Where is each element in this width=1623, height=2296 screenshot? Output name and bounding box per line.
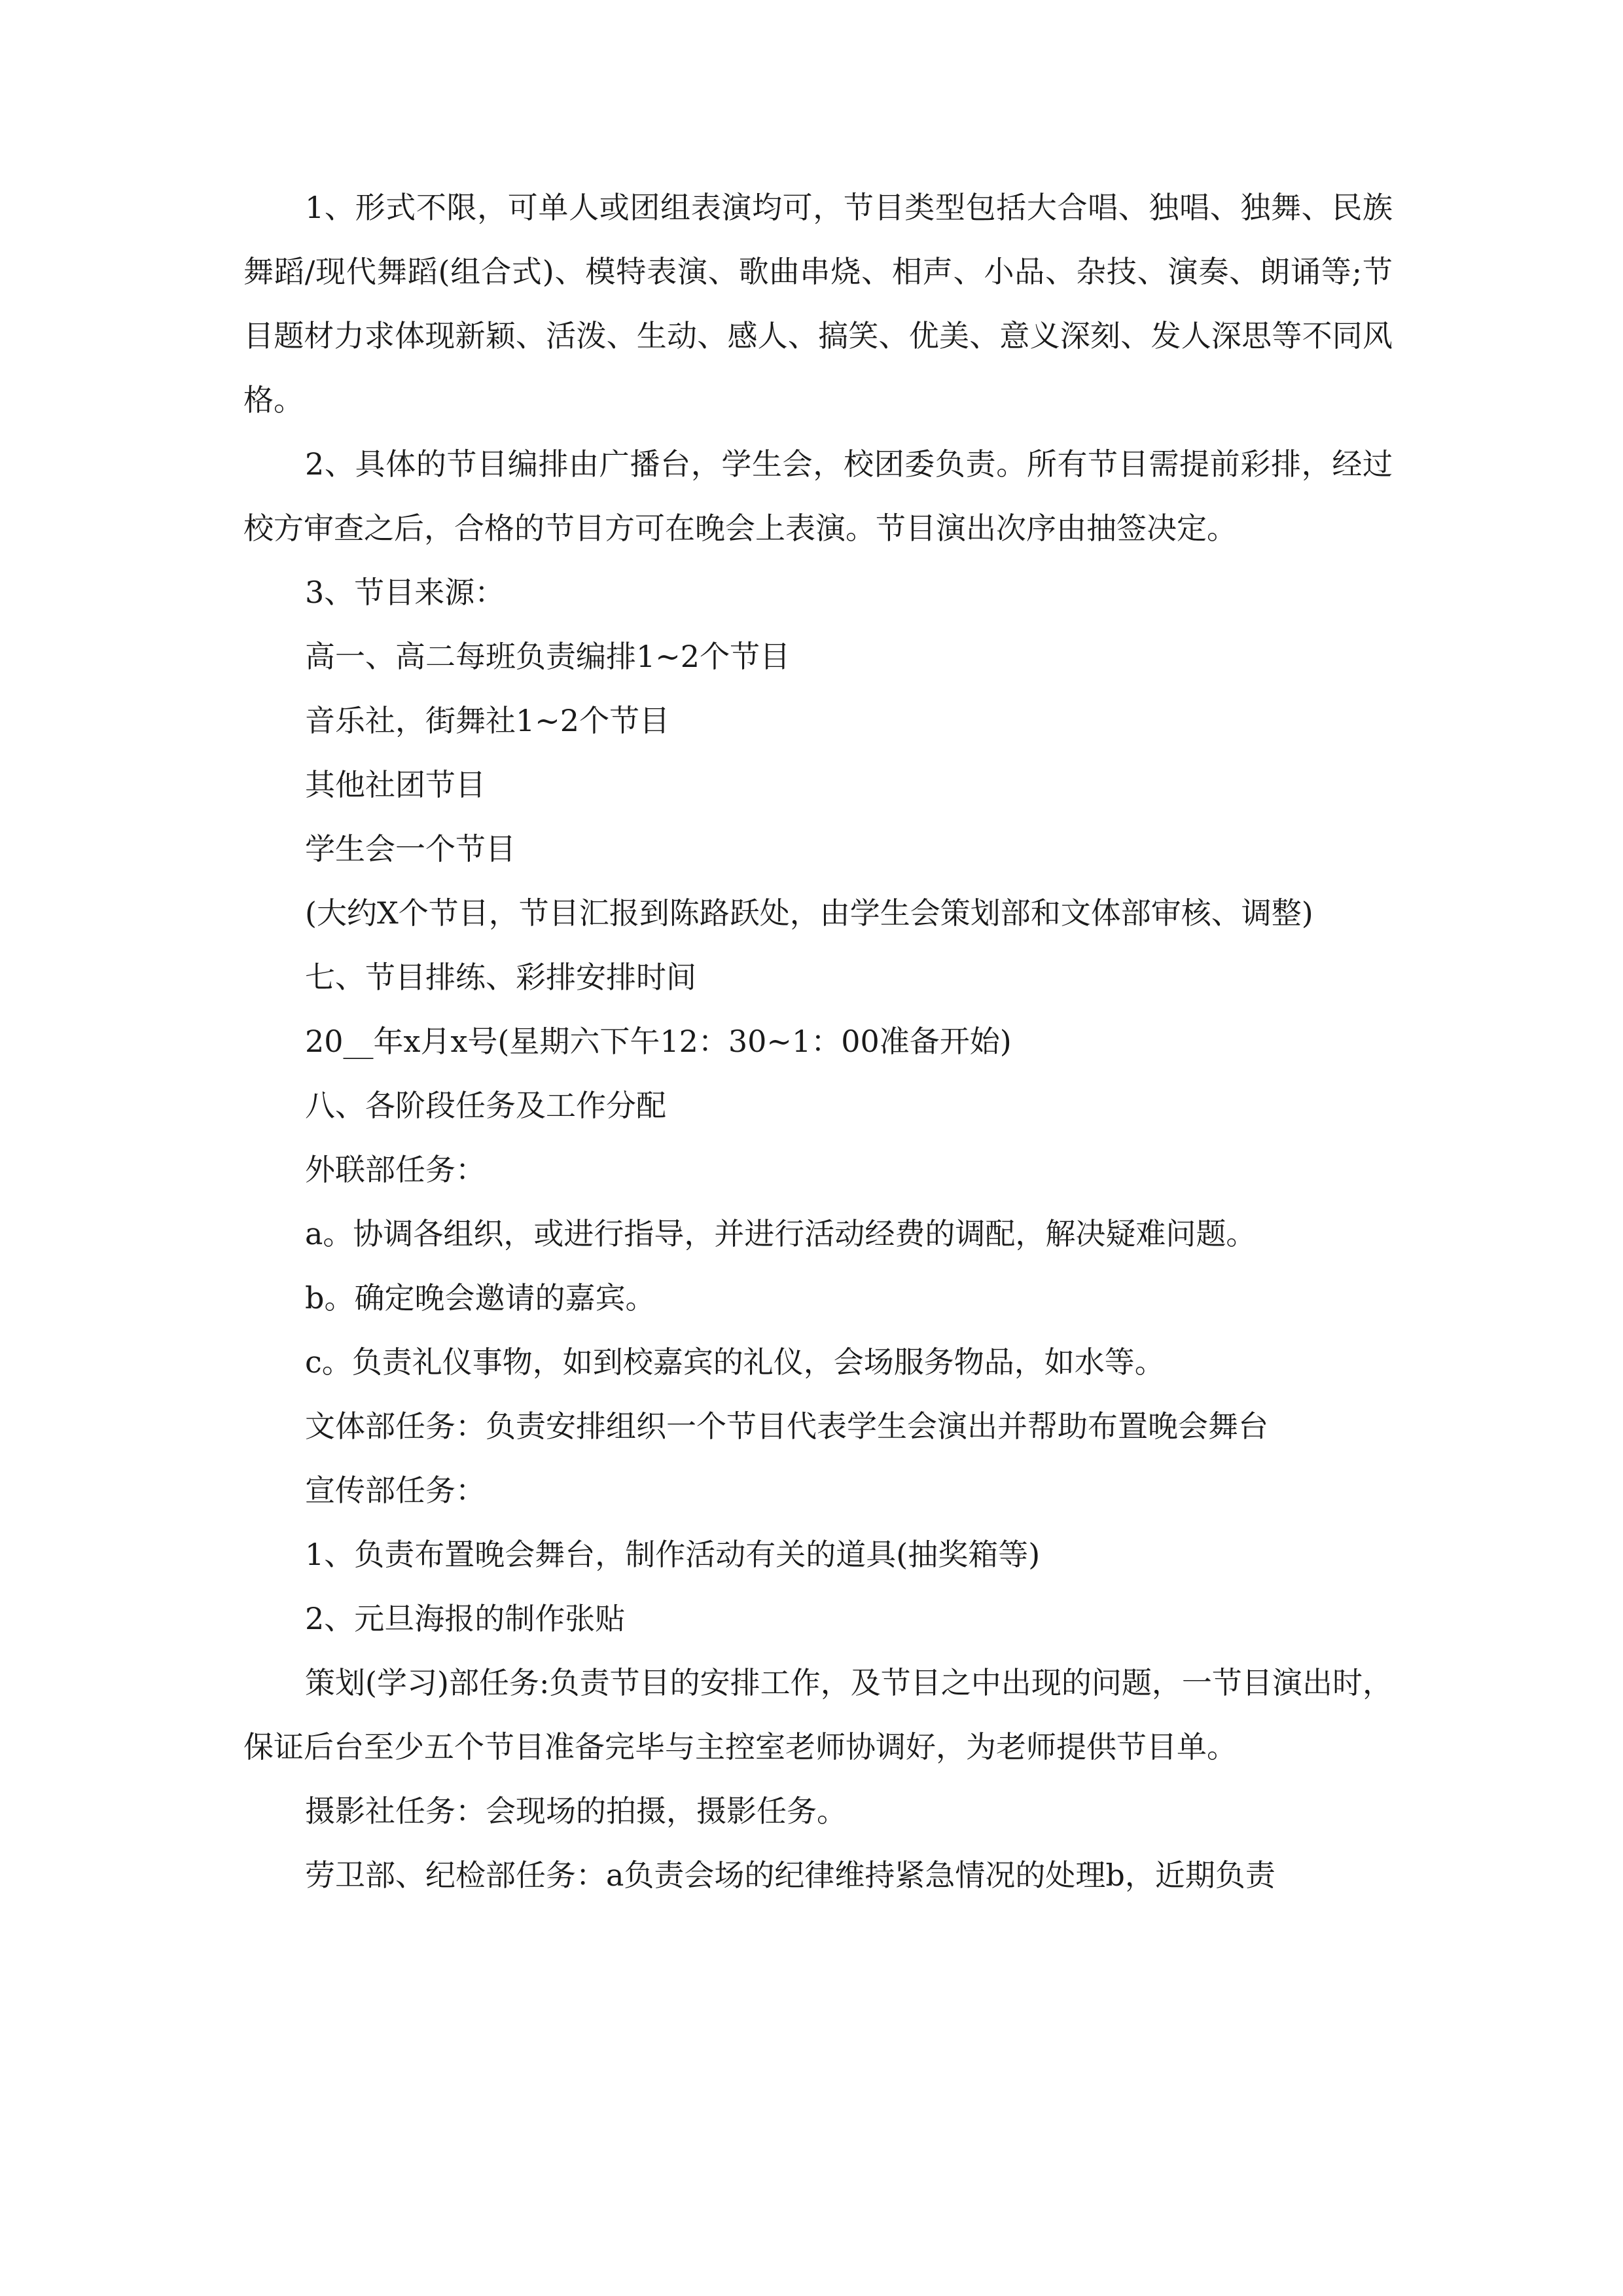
paragraph-publicity-heading: 宣传部任务： <box>305 1473 486 1508</box>
section-heading-rehearsal: 七、节目排练、彩排安排时间 <box>305 960 696 995</box>
document-body <box>243 175 1393 1907</box>
paragraph-culture-sports-task: 文体部任务：负责安排组织一个节目代表学生会演出并帮助布置晚会舞台 <box>305 1408 1268 1444</box>
paragraph-source-other-clubs: 其他社团节目 <box>305 767 486 802</box>
paragraph-rehearsal-time: 20__年x月x号(星期六下午12：30~1：00准备开始) <box>305 1024 1012 1059</box>
paragraph-publicity-task-1: 1、负责布置晚会舞台，制作活动有关的道具(抽奖箱等) <box>305 1537 1041 1572</box>
section-heading-tasks: 八、各阶段任务及工作分配 <box>305 1088 666 1123</box>
paragraph-liaison-task-c: c。负责礼仪事物，如到校嘉宾的礼仪，会场服务物品，如水等。 <box>305 1344 1165 1380</box>
paragraph-source-clubs: 音乐社，街舞社1~2个节目 <box>305 703 670 738</box>
paragraph-program-forms: 1、形式不限，可单人或团组表演均可，节目类型包括大合唱、独唱、独舞、民族舞蹈/现代舞蹈(组合式)、模特表演、歌曲串烧、相声、小品、杂技、演奏、朗诵等;节目题材力求体现新颖、活泼、生动、感人、搞笑、优美、意义深刻、发人深思等不同风格。 <box>243 190 1393 418</box>
paragraph-liaison-task-b: b。确定晚会邀请的嘉宾。 <box>305 1280 656 1316</box>
paragraph-source-grade: 高一、高二每班负责编排1~2个节目 <box>305 639 791 674</box>
paragraph-liaison-task-a: a。协调各组织，或进行指导，并进行活动经费的调配，解决疑难问题。 <box>305 1216 1257 1251</box>
paragraph-program-sources-heading: 3、节目来源： <box>305 575 505 610</box>
paragraph-program-note: (大约X个节目，节目汇报到陈路跃处，由学生会策划部和文体部审核、调整) <box>305 895 1313 931</box>
paragraph-photography-task: 摄影社任务：会现场的拍摄，摄影任务。 <box>305 1793 847 1829</box>
paragraph-labor-discipline-task: 劳卫部、纪检部任务：a负责会场的纪律维持紧急情况的处理b，近期负责 <box>305 1857 1275 1893</box>
paragraph-program-arrangement: 2、具体的节目编排由广播台，学生会，校团委负责。所有节目需提前彩排，经过校方审查之后，合格的节目方可在晚会上表演。节目演出次序由抽签决定。 <box>243 446 1393 546</box>
paragraph-source-student-union: 学生会一个节目 <box>305 831 516 867</box>
paragraph-planning-task: 策划(学习)部任务:负责节目的安排工作，及节目之中出现的问题，一节目演出时，保证后台至少五个节目准备完毕与主控室老师协调好，为老师提供节目单。 <box>243 1665 1393 1765</box>
paragraph-publicity-task-2: 2、元旦海报的制作张贴 <box>305 1601 626 1636</box>
paragraph-liaison-heading: 外联部任务： <box>305 1152 486 1187</box>
